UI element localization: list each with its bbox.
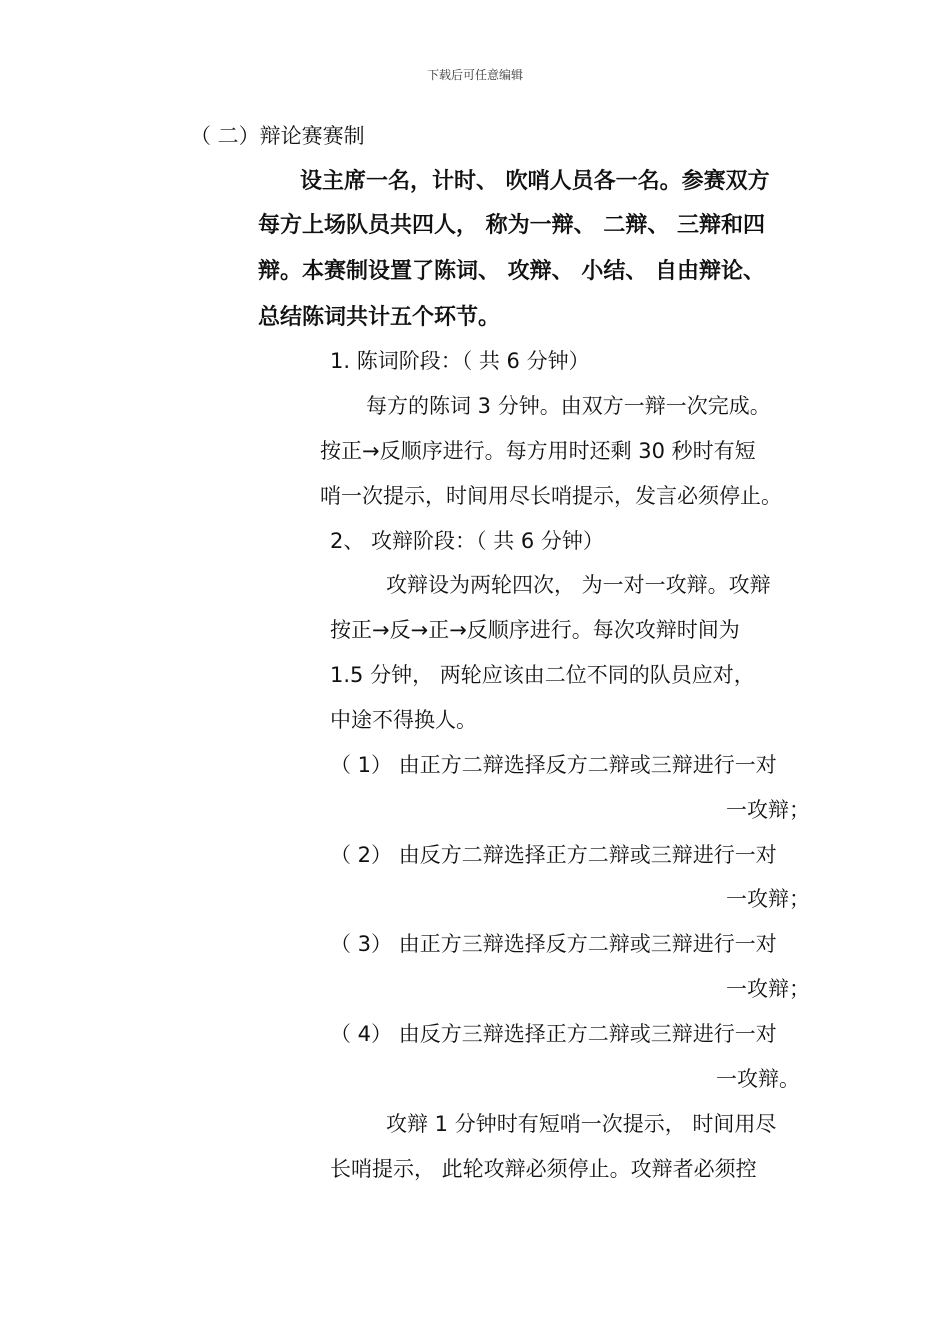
stage2-line: 按正→反→正→反顺序进行。每次攻辩时间为 [330,618,740,642]
closing-line: 长哨提示， 此轮攻辩必须停止。攻辩者必须控 [330,1157,757,1181]
stage2-line: 中途不得换人。 [330,708,477,732]
intro-line: 总结陈词共计五个环节。 [258,305,501,330]
list-item-continuation: 一攻辩。 [716,1067,800,1091]
intro-line: 辩。本赛制设置了陈词、 攻辩、 小结、 自由辩论、 [258,259,765,284]
list-item-main: （ 4） 由反方三辩选择正方二辩或三辩进行一对 [330,1022,777,1046]
list-item-continuation: 一攻辩； [726,798,810,822]
header-note: 下载后可任意编辑 [426,68,523,82]
intro-line: 每方上场队员共四人， 称为一辩、 二辩、 三辩和四 [258,213,765,238]
stage1-line: 每方的陈词 3 分钟。由双方一辩一次完成。 [366,394,771,418]
list-item-main: （ 3） 由正方三辩选择反方二辩或三辩进行一对 [330,932,777,956]
list-item-main: （ 1） 由正方二辩选择反方二辩或三辩进行一对 [330,753,777,777]
list-item-continuation: 一攻辩； [726,887,810,911]
closing-line: 攻辩 1 分钟时有短哨一次提示， 时间用尽 [386,1112,777,1136]
list-item-continuation: 一攻辩； [726,977,810,1001]
section-title: （ 二）辩论赛赛制 [190,124,365,148]
stage2-heading: 2、 攻辩阶段：（ 共 6 分钟） [330,529,604,553]
stage2-line: 攻辩设为两轮四次， 为一对一攻辩。攻辩 [386,573,771,597]
stage2-line: 1.5 分钟， 两轮应该由二位不同的队员应对， [330,663,755,687]
stage1-heading: 1. 陈词阶段：（ 共 6 分钟） [330,349,590,373]
stage1-line: 哨一次提示，时间用尽长哨提示，发言必须停止。 [320,484,782,508]
stage1-line: 按正→反顺序进行。每方用时还剩 30 秒时有短 [320,439,756,463]
list-item-main: （ 2） 由反方二辩选择正方二辩或三辩进行一对 [330,843,777,867]
intro-line: 设主席一名，计时、 吹哨人员各一名。参赛双方 [300,169,770,194]
